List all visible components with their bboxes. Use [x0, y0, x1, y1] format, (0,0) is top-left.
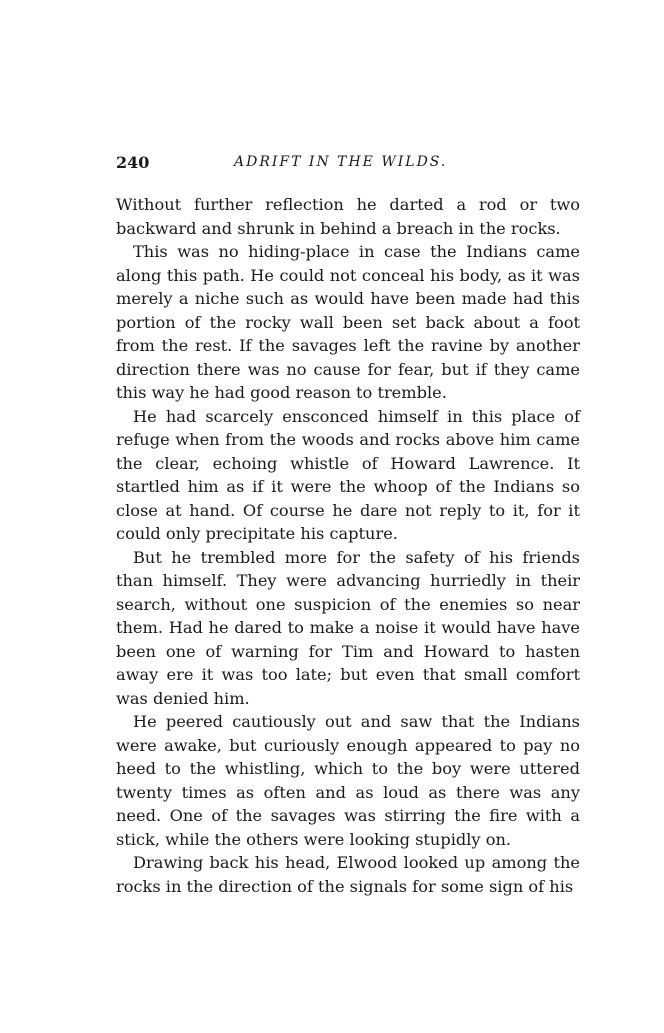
paragraph: This was no hiding-place in case the Indians came along this path. He could not conceal his body, as it was merely a niche such as would have been made had this portion of the rocky wall been set back about a foot from the rest. If the savages left the ravine by another direction there was no cause for fear, but if they came this way he had good reason to tremble.	[116, 242, 580, 402]
paragraph: He peered cautiously out and saw that the Indians were awake, but curiously enough appeared to pay no heed to the whistling, which to the boy were uttered twenty times as often and as loud as there was any need. One of the savages was stirring the fire with a stick, while the others were looking stupidly on.	[116, 712, 580, 849]
paragraph: He had scarcely ensconced himself in this place of refuge when from the woods and rocks above him came the clear, echoing whistle of Howard Lawrence. It startled him as if it were the whoop of the Indians so close at hand. Of course he dare not reply to it, for it could only precipitate his capture.	[116, 406, 580, 543]
running-title: ADRIFT IN THE WILDS.	[234, 154, 448, 170]
page-header	[116, 153, 580, 175]
body-text	[116, 193, 580, 898]
page-number: 240	[116, 153, 150, 172]
paragraph: Drawing back his head, Elwood looked up among the rocks in the direction of the signals for some sign of his	[116, 853, 580, 896]
paragraph: But he trembled more for the safety of his friends than himself. They were advancing hurriedly in their search, without one suspicion of the enemies so near them. Had he dared to make a noise it would have have been one of warning for Tim and Howard to hasten away ere it was too late; but even that small comfort was denied him.	[116, 547, 580, 708]
paragraph: Without further reflection he darted a rod or two backward and shrunk in behind a breach in the rocks.	[116, 195, 580, 238]
